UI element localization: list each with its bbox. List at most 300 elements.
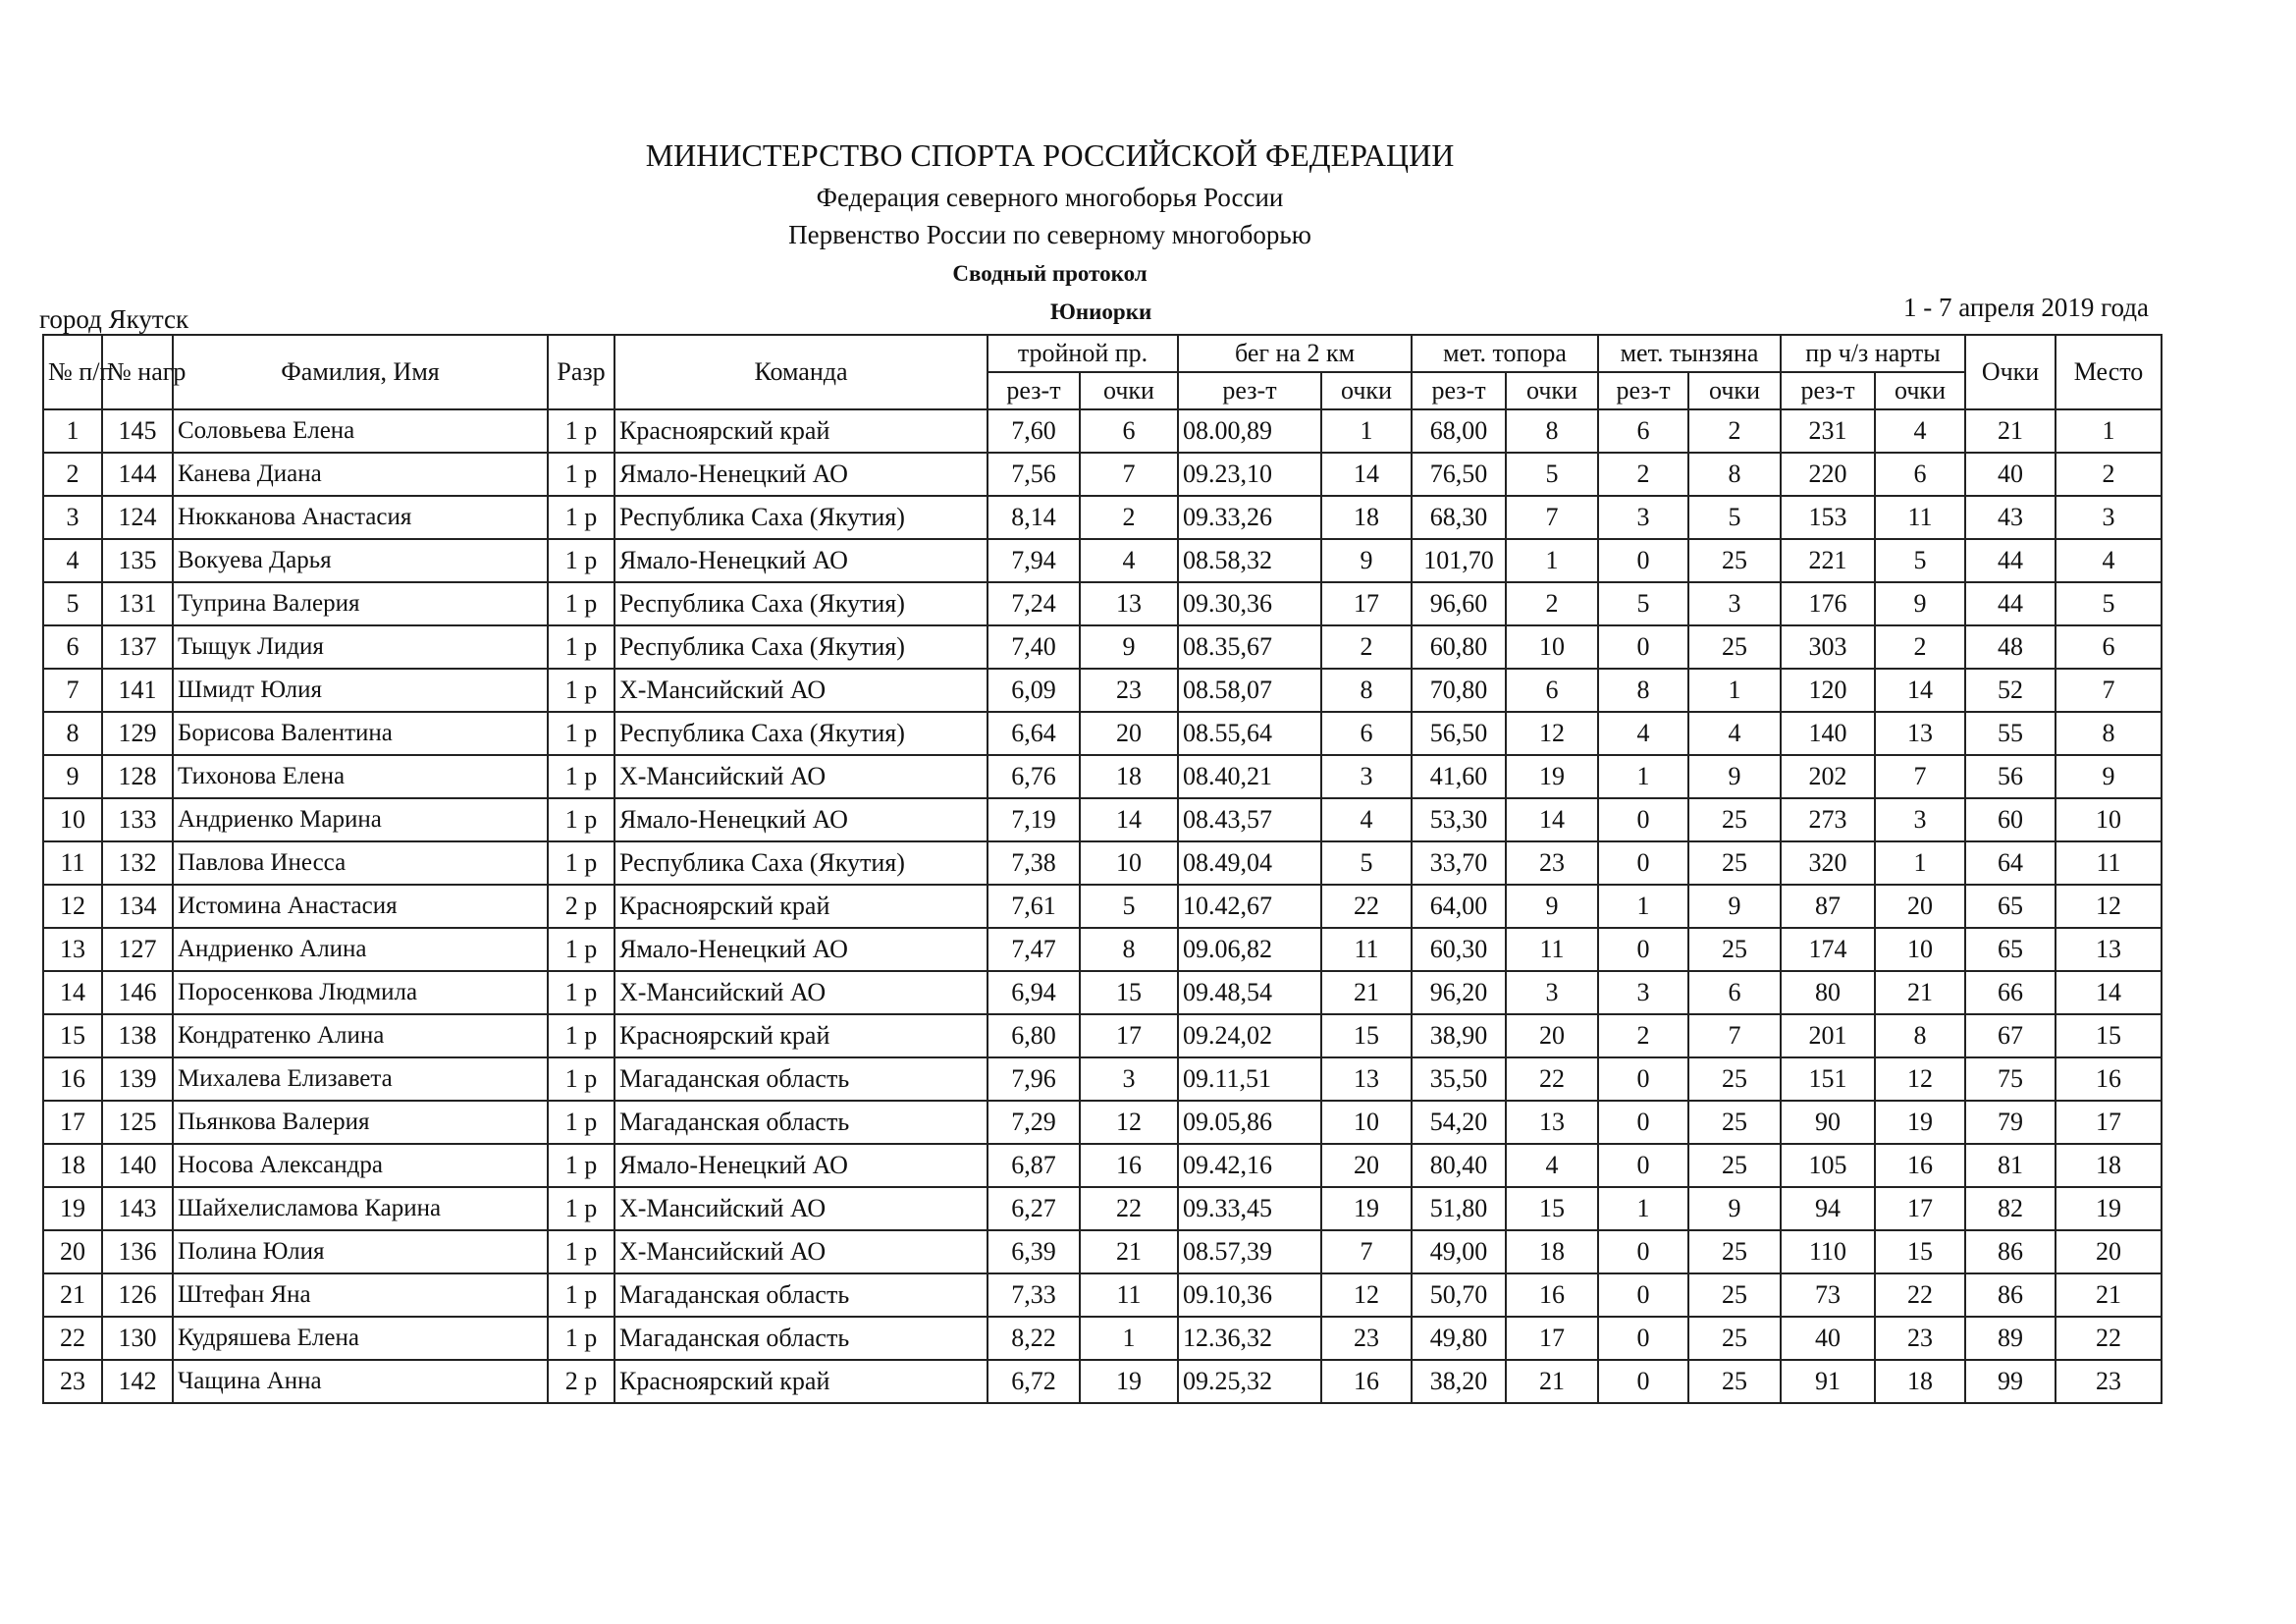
cell-run-res: 09.23,10 <box>1178 453 1321 496</box>
cell-tyn-pts: 25 <box>1688 1144 1781 1187</box>
cell-run-res: 08.40,21 <box>1178 755 1321 798</box>
cell-tj-pts: 17 <box>1080 1014 1178 1057</box>
cell-run-pts: 11 <box>1321 928 1412 971</box>
col-pts: очки <box>1321 372 1412 409</box>
cell-sled-pts: 22 <box>1875 1273 1965 1317</box>
cell-tj-pts: 9 <box>1080 625 1178 669</box>
cell-sled-pts: 21 <box>1875 971 1965 1014</box>
cell-run-pts: 19 <box>1321 1187 1412 1230</box>
cell-num: 1 <box>43 409 102 453</box>
cell-tyn-res: 0 <box>1598 1230 1688 1273</box>
cell-total: 21 <box>1965 409 2056 453</box>
cell-tyn-res: 0 <box>1598 1360 1688 1403</box>
cell-axe-pts: 5 <box>1506 453 1598 496</box>
cell-name: Андриенко Марина <box>173 798 548 841</box>
cell-rank: 1 р <box>548 1101 614 1144</box>
cell-tyn-pts: 25 <box>1688 1360 1781 1403</box>
cell-tj-res: 7,60 <box>988 409 1080 453</box>
championship-title: Первенство России по северному многоборью <box>788 220 1311 249</box>
cell-sled-pts: 3 <box>1875 798 1965 841</box>
cell-tj-pts: 11 <box>1080 1273 1178 1317</box>
cell-run-res: 09.42,16 <box>1178 1144 1321 1187</box>
cell-sled-res: 201 <box>1781 1014 1875 1057</box>
cell-num: 8 <box>43 712 102 755</box>
cell-tj-pts: 8 <box>1080 928 1178 971</box>
table-row <box>43 1273 2162 1317</box>
cell-tyn-pts: 4 <box>1688 712 1781 755</box>
cell-sled-res: 303 <box>1781 625 1875 669</box>
cell-team: Х-Мансийский АО <box>614 1187 988 1230</box>
cell-run-res: 08.58,32 <box>1178 539 1321 582</box>
cell-run-res: 08.58,07 <box>1178 669 1321 712</box>
cell-axe-pts: 17 <box>1506 1317 1598 1360</box>
cell-total: 86 <box>1965 1273 2056 1317</box>
cell-sled-pts: 9 <box>1875 582 1965 625</box>
cell-tj-res: 6,87 <box>988 1144 1080 1187</box>
cell-name: Истомина Анастасия <box>173 885 548 928</box>
table-row <box>43 453 2162 496</box>
cell-sled-res: 220 <box>1781 453 1875 496</box>
cell-bib: 135 <box>102 539 173 582</box>
cell-run-pts: 5 <box>1321 841 1412 885</box>
cell-bib: 128 <box>102 755 173 798</box>
cell-name: Поросенкова Людмила <box>173 971 548 1014</box>
cell-team: Х-Мансийский АО <box>614 971 988 1014</box>
cell-run-res: 08.55,64 <box>1178 712 1321 755</box>
cell-sled-res: 221 <box>1781 539 1875 582</box>
cell-tj-res: 6,09 <box>988 669 1080 712</box>
cell-place: 11 <box>2056 841 2162 885</box>
cell-tyn-res: 2 <box>1598 1014 1688 1057</box>
cell-bib: 137 <box>102 625 173 669</box>
table-header <box>43 335 2162 409</box>
cell-axe-pts: 15 <box>1506 1187 1598 1230</box>
cell-total: 65 <box>1965 885 2056 928</box>
table-row <box>43 1360 2162 1403</box>
cell-tj-pts: 6 <box>1080 409 1178 453</box>
cell-rank: 1 р <box>548 1273 614 1317</box>
cell-tj-res: 7,29 <box>988 1101 1080 1144</box>
table-row <box>43 669 2162 712</box>
cell-run-pts: 16 <box>1321 1360 1412 1403</box>
cell-tyn-pts: 25 <box>1688 539 1781 582</box>
table-row <box>43 755 2162 798</box>
cell-team: Магаданская область <box>614 1273 988 1317</box>
table-row <box>43 1014 2162 1057</box>
cell-total: 86 <box>1965 1230 2056 1273</box>
cell-bib: 127 <box>102 928 173 971</box>
cell-sled-pts: 6 <box>1875 453 1965 496</box>
cell-num: 21 <box>43 1273 102 1317</box>
cell-tj-pts: 15 <box>1080 971 1178 1014</box>
cell-sled-pts: 18 <box>1875 1360 1965 1403</box>
cell-rank: 1 р <box>548 1144 614 1187</box>
cell-tyn-pts: 2 <box>1688 409 1781 453</box>
cell-tj-pts: 14 <box>1080 798 1178 841</box>
dates-label: 1 - 7 апреля 2019 года <box>1902 293 2149 322</box>
cell-axe-pts: 12 <box>1506 712 1598 755</box>
cell-axe-pts: 4 <box>1506 1144 1598 1187</box>
cell-sled-res: 91 <box>1781 1360 1875 1403</box>
cell-axe-pts: 7 <box>1506 496 1598 539</box>
cell-total: 99 <box>1965 1360 2056 1403</box>
cell-run-res: 10.42,67 <box>1178 885 1321 928</box>
cell-axe-res: 50,70 <box>1412 1273 1506 1317</box>
cell-place: 8 <box>2056 712 2162 755</box>
cell-rank: 1 р <box>548 1014 614 1057</box>
cell-run-res: 09.33,26 <box>1178 496 1321 539</box>
col-event-sled-jump: пр ч/з нарты <box>1781 335 1965 372</box>
cell-place: 7 <box>2056 669 2162 712</box>
cell-tj-pts: 12 <box>1080 1101 1178 1144</box>
cell-tj-pts: 22 <box>1080 1187 1178 1230</box>
cell-place: 16 <box>2056 1057 2162 1101</box>
cell-total: 65 <box>1965 928 2056 971</box>
col-team: Команда <box>614 335 988 409</box>
cell-total: 79 <box>1965 1101 2056 1144</box>
cell-total: 55 <box>1965 712 2056 755</box>
cell-tyn-res: 6 <box>1598 409 1688 453</box>
cell-tyn-pts: 9 <box>1688 755 1781 798</box>
cell-run-pts: 7 <box>1321 1230 1412 1273</box>
cell-sled-pts: 5 <box>1875 539 1965 582</box>
cell-run-pts: 6 <box>1321 712 1412 755</box>
cell-team: Ямало-Ненецкий АО <box>614 798 988 841</box>
cell-num: 11 <box>43 841 102 885</box>
cell-sled-res: 94 <box>1781 1187 1875 1230</box>
cell-tyn-pts: 25 <box>1688 1317 1781 1360</box>
cell-tj-pts: 7 <box>1080 453 1178 496</box>
cell-run-pts: 1 <box>1321 409 1412 453</box>
cell-bib: 125 <box>102 1101 173 1144</box>
cell-team: Магаданская область <box>614 1057 988 1101</box>
cell-place: 1 <box>2056 409 2162 453</box>
cell-tj-res: 8,14 <box>988 496 1080 539</box>
table-row <box>43 885 2162 928</box>
cell-tj-res: 7,61 <box>988 885 1080 928</box>
cell-num: 22 <box>43 1317 102 1360</box>
cell-axe-res: 38,20 <box>1412 1360 1506 1403</box>
cell-tyn-pts: 25 <box>1688 1230 1781 1273</box>
cell-team: Ямало-Ненецкий АО <box>614 1144 988 1187</box>
cell-axe-res: 51,80 <box>1412 1187 1506 1230</box>
cell-axe-res: 96,20 <box>1412 971 1506 1014</box>
cell-run-pts: 15 <box>1321 1014 1412 1057</box>
cell-sled-res: 40 <box>1781 1317 1875 1360</box>
ministry-title: МИНИСТЕРСТВО СПОРТА РОССИЙСКОЙ ФЕДЕРАЦИИ <box>645 137 1455 173</box>
cell-sled-pts: 11 <box>1875 496 1965 539</box>
cell-run-pts: 22 <box>1321 885 1412 928</box>
cell-run-pts: 18 <box>1321 496 1412 539</box>
table-row <box>43 1144 2162 1187</box>
cell-run-res: 08.49,04 <box>1178 841 1321 885</box>
cell-num: 5 <box>43 582 102 625</box>
cell-sled-res: 120 <box>1781 669 1875 712</box>
cell-tj-res: 7,94 <box>988 539 1080 582</box>
cell-name: Андриенко Алина <box>173 928 548 971</box>
cell-axe-pts: 13 <box>1506 1101 1598 1144</box>
cell-tj-res: 7,38 <box>988 841 1080 885</box>
cell-total: 89 <box>1965 1317 2056 1360</box>
cell-run-res: 08.57,39 <box>1178 1230 1321 1273</box>
cell-sled-pts: 8 <box>1875 1014 1965 1057</box>
cell-team: Х-Мансийский АО <box>614 1230 988 1273</box>
col-pts: очки <box>1506 372 1598 409</box>
city-label: город Якутск <box>39 304 189 334</box>
cell-axe-res: 60,80 <box>1412 625 1506 669</box>
cell-tyn-res: 1 <box>1598 1187 1688 1230</box>
cell-axe-pts: 22 <box>1506 1057 1598 1101</box>
cell-tj-res: 6,72 <box>988 1360 1080 1403</box>
cell-name: Пьянкова Валерия <box>173 1101 548 1144</box>
cell-place: 21 <box>2056 1273 2162 1317</box>
col-event-run: бег на 2 км <box>1178 335 1412 372</box>
cell-place: 12 <box>2056 885 2162 928</box>
cell-rank: 1 р <box>548 841 614 885</box>
cell-tyn-res: 1 <box>1598 755 1688 798</box>
cell-run-pts: 12 <box>1321 1273 1412 1317</box>
cell-axe-pts: 19 <box>1506 755 1598 798</box>
cell-tj-pts: 18 <box>1080 755 1178 798</box>
cell-bib: 141 <box>102 669 173 712</box>
table-row <box>43 539 2162 582</box>
cell-run-pts: 2 <box>1321 625 1412 669</box>
cell-team: Красноярский край <box>614 1014 988 1057</box>
cell-axe-pts: 11 <box>1506 928 1598 971</box>
cell-total: 67 <box>1965 1014 2056 1057</box>
cell-team: Ямало-Ненецкий АО <box>614 453 988 496</box>
cell-axe-res: 68,30 <box>1412 496 1506 539</box>
cell-tj-res: 7,56 <box>988 453 1080 496</box>
cell-place: 23 <box>2056 1360 2162 1403</box>
cell-place: 14 <box>2056 971 2162 1014</box>
cell-sled-res: 202 <box>1781 755 1875 798</box>
cell-run-res: 09.05,86 <box>1178 1101 1321 1144</box>
cell-sled-res: 320 <box>1781 841 1875 885</box>
cell-sled-res: 140 <box>1781 712 1875 755</box>
col-event-axe: мет. топора <box>1412 335 1598 372</box>
cell-axe-pts: 14 <box>1506 798 1598 841</box>
cell-num: 4 <box>43 539 102 582</box>
cell-num: 16 <box>43 1057 102 1101</box>
cell-total: 43 <box>1965 496 2056 539</box>
cell-tyn-pts: 9 <box>1688 1187 1781 1230</box>
cell-bib: 131 <box>102 582 173 625</box>
cell-bib: 129 <box>102 712 173 755</box>
cell-axe-pts: 21 <box>1506 1360 1598 1403</box>
cell-num: 12 <box>43 885 102 928</box>
col-rank: Разр <box>548 335 614 409</box>
cell-rank: 1 р <box>548 755 614 798</box>
cell-rank: 1 р <box>548 1057 614 1101</box>
cell-num: 20 <box>43 1230 102 1273</box>
cell-tj-pts: 3 <box>1080 1057 1178 1101</box>
col-total: Очки <box>1965 335 2056 409</box>
cell-tyn-res: 2 <box>1598 453 1688 496</box>
cell-total: 64 <box>1965 841 2056 885</box>
cell-axe-res: 96,60 <box>1412 582 1506 625</box>
cell-axe-res: 53,30 <box>1412 798 1506 841</box>
cell-axe-pts: 1 <box>1506 539 1598 582</box>
cell-run-pts: 4 <box>1321 798 1412 841</box>
cell-total: 75 <box>1965 1057 2056 1101</box>
cell-num: 2 <box>43 453 102 496</box>
table-row <box>43 625 2162 669</box>
cell-tyn-res: 0 <box>1598 1101 1688 1144</box>
cell-sled-pts: 13 <box>1875 712 1965 755</box>
table-row <box>43 1101 2162 1144</box>
cell-sled-pts: 15 <box>1875 1230 1965 1273</box>
cell-axe-pts: 10 <box>1506 625 1598 669</box>
cell-bib: 139 <box>102 1057 173 1101</box>
cell-team: Ямало-Ненецкий АО <box>614 539 988 582</box>
cell-axe-pts: 23 <box>1506 841 1598 885</box>
cell-tj-res: 6,27 <box>988 1187 1080 1230</box>
cell-place: 19 <box>2056 1187 2162 1230</box>
cell-run-res: 09.06,82 <box>1178 928 1321 971</box>
cell-axe-pts: 3 <box>1506 971 1598 1014</box>
cell-sled-res: 174 <box>1781 928 1875 971</box>
cell-name: Канева Диана <box>173 453 548 496</box>
cell-place: 3 <box>2056 496 2162 539</box>
cell-sled-res: 80 <box>1781 971 1875 1014</box>
cell-sled-res: 73 <box>1781 1273 1875 1317</box>
cell-name: Вокуева Дарья <box>173 539 548 582</box>
cell-name: Кудряшева Елена <box>173 1317 548 1360</box>
cell-total: 44 <box>1965 582 2056 625</box>
cell-tj-res: 6,80 <box>988 1014 1080 1057</box>
cell-total: 66 <box>1965 971 2056 1014</box>
cell-num: 14 <box>43 971 102 1014</box>
cell-sled-res: 105 <box>1781 1144 1875 1187</box>
cell-rank: 1 р <box>548 1230 614 1273</box>
cell-tyn-res: 0 <box>1598 798 1688 841</box>
cell-num: 17 <box>43 1101 102 1144</box>
col-pts: очки <box>1688 372 1781 409</box>
cell-bib: 140 <box>102 1144 173 1187</box>
cell-name: Нюкканова Анастасия <box>173 496 548 539</box>
cell-name: Борисова Валентина <box>173 712 548 755</box>
cell-place: 15 <box>2056 1014 2162 1057</box>
cell-place: 2 <box>2056 453 2162 496</box>
cell-sled-res: 151 <box>1781 1057 1875 1101</box>
cell-sled-pts: 19 <box>1875 1101 1965 1144</box>
cell-team: Магаданская область <box>614 1101 988 1144</box>
cell-bib: 145 <box>102 409 173 453</box>
table-row <box>43 1317 2162 1360</box>
cell-run-res: 09.48,54 <box>1178 971 1321 1014</box>
cell-num: 6 <box>43 625 102 669</box>
cell-run-pts: 8 <box>1321 669 1412 712</box>
cell-run-pts: 9 <box>1321 539 1412 582</box>
cell-tyn-res: 0 <box>1598 625 1688 669</box>
cell-axe-res: 35,50 <box>1412 1057 1506 1101</box>
cell-sled-res: 153 <box>1781 496 1875 539</box>
cell-num: 23 <box>43 1360 102 1403</box>
cell-axe-res: 33,70 <box>1412 841 1506 885</box>
cell-tyn-pts: 25 <box>1688 1057 1781 1101</box>
cell-rank: 1 р <box>548 582 614 625</box>
cell-axe-res: 49,80 <box>1412 1317 1506 1360</box>
cell-place: 22 <box>2056 1317 2162 1360</box>
cell-tj-pts: 1 <box>1080 1317 1178 1360</box>
cell-sled-res: 110 <box>1781 1230 1875 1273</box>
cell-name: Туприна Валерия <box>173 582 548 625</box>
cell-sled-pts: 16 <box>1875 1144 1965 1187</box>
table-row <box>43 1230 2162 1273</box>
cell-rank: 1 р <box>548 928 614 971</box>
cell-tyn-pts: 25 <box>1688 1273 1781 1317</box>
cell-tyn-pts: 25 <box>1688 798 1781 841</box>
cell-num: 18 <box>43 1144 102 1187</box>
cell-run-res: 09.10,36 <box>1178 1273 1321 1317</box>
cell-axe-res: 70,80 <box>1412 669 1506 712</box>
cell-sled-pts: 14 <box>1875 669 1965 712</box>
cell-sled-res: 273 <box>1781 798 1875 841</box>
cell-axe-pts: 9 <box>1506 885 1598 928</box>
cell-name: Шмидт Юлия <box>173 669 548 712</box>
col-name: Фамилия, Имя <box>173 335 548 409</box>
cell-tyn-pts: 1 <box>1688 669 1781 712</box>
cell-axe-res: 41,60 <box>1412 755 1506 798</box>
cell-sled-pts: 4 <box>1875 409 1965 453</box>
cell-num: 7 <box>43 669 102 712</box>
table-body <box>43 409 2162 1403</box>
cell-run-res: 09.25,32 <box>1178 1360 1321 1403</box>
table-row <box>43 1187 2162 1230</box>
cell-axe-pts: 2 <box>1506 582 1598 625</box>
cell-team: Республика Саха (Якутия) <box>614 712 988 755</box>
cell-tyn-res: 3 <box>1598 496 1688 539</box>
cell-run-res: 12.36,32 <box>1178 1317 1321 1360</box>
cell-sled-pts: 20 <box>1875 885 1965 928</box>
cell-tyn-res: 0 <box>1598 841 1688 885</box>
cell-name: Михалева Елизавета <box>173 1057 548 1101</box>
cell-tyn-pts: 7 <box>1688 1014 1781 1057</box>
cell-tj-res: 7,96 <box>988 1057 1080 1101</box>
cell-tyn-res: 0 <box>1598 1144 1688 1187</box>
cell-tj-pts: 13 <box>1080 582 1178 625</box>
cell-tj-pts: 21 <box>1080 1230 1178 1273</box>
cell-sled-pts: 7 <box>1875 755 1965 798</box>
cell-run-pts: 21 <box>1321 971 1412 1014</box>
cell-place: 17 <box>2056 1101 2162 1144</box>
cell-bib: 144 <box>102 453 173 496</box>
cell-axe-res: 56,50 <box>1412 712 1506 755</box>
cell-axe-res: 49,00 <box>1412 1230 1506 1273</box>
cell-sled-pts: 1 <box>1875 841 1965 885</box>
cell-tj-res: 8,22 <box>988 1317 1080 1360</box>
table-row <box>43 971 2162 1014</box>
cell-axe-res: 76,50 <box>1412 453 1506 496</box>
cell-name: Шайхелисламова Карина <box>173 1187 548 1230</box>
col-bib: № нагр <box>102 335 173 409</box>
cell-team: Красноярский край <box>614 885 988 928</box>
table-row <box>43 1057 2162 1101</box>
cell-tj-res: 7,33 <box>988 1273 1080 1317</box>
cell-tj-res: 7,40 <box>988 625 1080 669</box>
cell-place: 10 <box>2056 798 2162 841</box>
cell-bib: 126 <box>102 1273 173 1317</box>
cell-axe-res: 64,00 <box>1412 885 1506 928</box>
cell-place: 9 <box>2056 755 2162 798</box>
cell-tyn-res: 4 <box>1598 712 1688 755</box>
cell-team: Республика Саха (Якутия) <box>614 625 988 669</box>
cell-tyn-res: 3 <box>1598 971 1688 1014</box>
cell-tj-res: 6,76 <box>988 755 1080 798</box>
cell-name: Полина Юлия <box>173 1230 548 1273</box>
cell-tyn-res: 0 <box>1598 1317 1688 1360</box>
